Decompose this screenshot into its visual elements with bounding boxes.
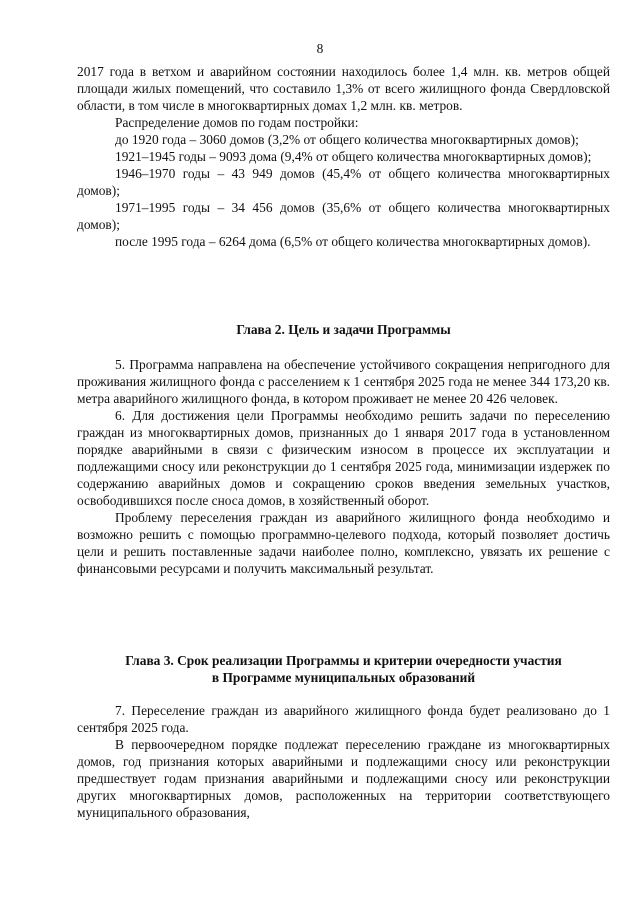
chapter2-section bbox=[77, 356, 610, 577]
chapter3-heading-wrap bbox=[77, 652, 610, 686]
intro-paragraph: 2017 года в ветхом и аварийном состоянии находилось более 1,4 млн. кв. метров общей площади жилых помещений, что составило 1,3% от всего жилищного фонда Свердловской области, в том числе в многоквартирных домах 1,2 млн. кв. метров. bbox=[77, 64, 610, 113]
chapter3-title-line2: в Программе муниципальных образований bbox=[211, 670, 476, 685]
paragraph-5: 5. Программа направлена на обеспечение устойчивого сокращения непригодного для проживания жилищного фонда с расселением к 1 сентября 2025 года не менее 344 173,20 кв. метра аварийного жилищного фонда, в котором проживает не менее 20 426 человек. bbox=[77, 357, 610, 406]
list-item: 1921–1945 годы – 9093 дома (9,4% от общего количества многоквартирных домов); bbox=[115, 149, 592, 164]
chapter3-title-line1: Глава 3. Срок реализации Программы и критерии очередности участия bbox=[125, 653, 562, 668]
list-item: 1971–1995 годы – 34 456 домов (35,6% от общего количества многоквартирных домов); bbox=[77, 200, 610, 232]
list-item: после 1995 года – 6264 дома (6,5% от общего количества многоквартирных домов). bbox=[115, 234, 591, 249]
chapter2-heading-wrap bbox=[77, 321, 610, 338]
paragraph-priority: В первоочередном порядке подлежат переселению граждане из многоквартирных домов, год признания которых аварийными и подлежащими сносу или реконструкции предшествует годам признания аварийными и подлежащими сносу или реконструкции других многоквартирных домов, расположенных на территории соответствующего муниципального образования, bbox=[77, 737, 610, 820]
paragraph-7: 7. Переселение граждан из аварийного жилищного фонда будет реализовано до 1 сентября 2025 года. bbox=[77, 703, 610, 735]
chapter2-title: Глава 2. Цель и задачи Программы bbox=[236, 322, 451, 337]
intro-section bbox=[77, 63, 610, 250]
distribution-heading: Распределение домов по годам постройки: bbox=[115, 115, 359, 130]
page-number: 8 bbox=[316, 41, 324, 56]
list-item: до 1920 года – 3060 домов (3,2% от общего количества многоквартирных домов); bbox=[115, 132, 579, 147]
paragraph-problem: Проблему переселения граждан из аварийного жилищного фонда необходимо и возможно решить с помощью программно-целевого подхода, который позволяет достичь цели и решить поставленные задачи наиболее полно, комплексно, увязать их решение с финансовыми ресурсами и получить максимальный результат. bbox=[77, 510, 610, 576]
list-item: 1946–1970 годы – 43 949 домов (45,4% от общего количества многоквартирных домов); bbox=[77, 166, 610, 198]
chapter3-section bbox=[77, 702, 610, 821]
paragraph-6: 6. Для достижения цели Программы необходимо решить задачи по переселению граждан из многоквартирных домов, признанных до 1 января 2017 года в установленном порядке аварийными в связи с физическим износом в процессе их эксплуатации и подлежащими сносу или реконструкции до 1 сентября 2025 года, минимизации издержек по содержанию аварийных домов и сокращению сроков введения земельных участков, освободившихся после сноса домов, в хозяйственный оборот. bbox=[77, 408, 610, 508]
